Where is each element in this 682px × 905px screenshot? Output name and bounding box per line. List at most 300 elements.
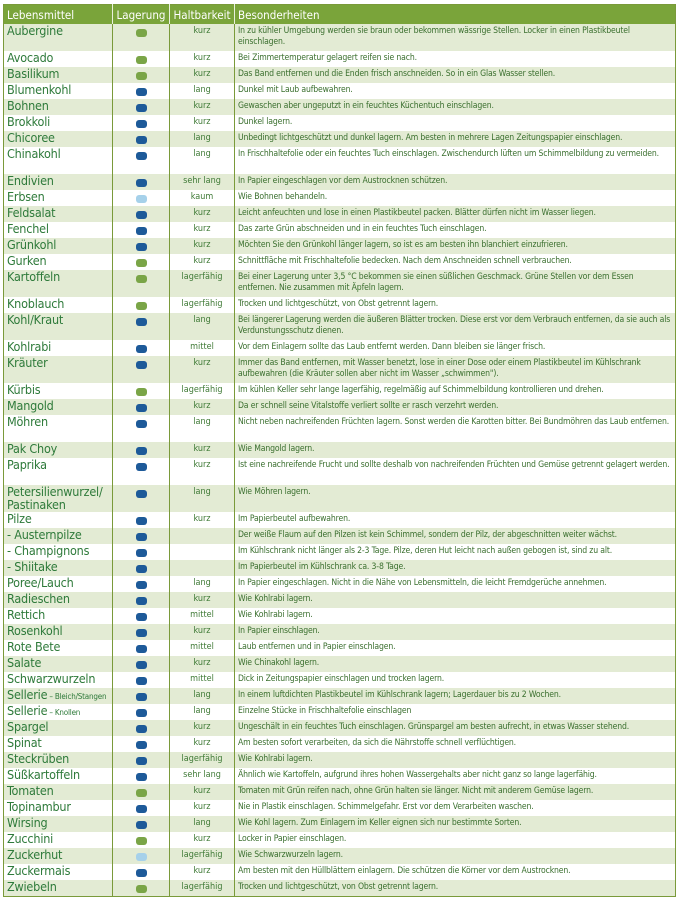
table-row [4, 800, 676, 816]
blue-storage-dot-icon [136, 227, 147, 235]
food-name [4, 51, 113, 67]
shelf-life: lang [170, 131, 235, 147]
storage-note: Wie Mangold lagern. [235, 442, 676, 458]
storage-cell [113, 174, 170, 190]
table-row [4, 485, 676, 512]
storage-cell [113, 131, 170, 147]
blue-storage-dot-icon [136, 533, 147, 541]
shelf-life: kurz [170, 51, 235, 67]
storage-cell [113, 640, 170, 656]
table-row [4, 67, 676, 83]
shelf-life: kurz [170, 399, 235, 415]
storage-cell [113, 254, 170, 270]
shelf-life: lagerfähig [170, 752, 235, 768]
food-name-text: Pak Choy [7, 441, 58, 456]
table-header-row [4, 5, 676, 25]
storage-note: Laub entfernen und in Papier einschlagen. [235, 640, 676, 656]
table-row [4, 83, 676, 99]
table-row [4, 688, 676, 704]
food-name-text: Topinambur [7, 799, 71, 814]
food-name [4, 174, 113, 190]
blue-storage-dot-icon [136, 120, 147, 128]
storage-cell [113, 442, 170, 458]
food-name-text: Spargel [7, 719, 49, 734]
blue-storage-dot-icon [136, 757, 147, 765]
shelf-life: kurz [170, 624, 235, 640]
storage-cell [113, 672, 170, 688]
food-name-text: Chinakohl [7, 146, 61, 161]
food-name-text: Spinat [7, 735, 42, 750]
food-name-text: Schwarzwurzeln [7, 671, 96, 686]
shelf-life: sehr lang [170, 768, 235, 784]
shelf-life: kurz [170, 736, 235, 752]
blue-storage-dot-icon [136, 361, 147, 369]
storage-cell [113, 528, 170, 544]
shelf-life: lagerfähig [170, 848, 235, 864]
blue-storage-dot-icon [136, 597, 147, 605]
shelf-life: kurz [170, 832, 235, 848]
food-name-text: Knoblauch [7, 296, 65, 311]
storage-cell [113, 608, 170, 624]
food-name-text: - Shiitake [7, 559, 58, 574]
shelf-life: kurz [170, 800, 235, 816]
storage-note: In zu kühler Umgebung werden sie braun oder bekommen wässrige Stellen. Locker in einen Plastikbeutel einschlagen. [235, 24, 676, 51]
storage-cell [113, 83, 170, 99]
storage-cell [113, 848, 170, 864]
shelf-life: mittel [170, 640, 235, 656]
blue-storage-dot-icon [136, 645, 147, 653]
food-name-text: Rosenkohl [7, 623, 63, 638]
food-name [4, 576, 113, 592]
food-name [4, 442, 113, 458]
table-row [4, 238, 676, 254]
shelf-life: kurz [170, 222, 235, 238]
food-name-text: Kartoffeln [7, 269, 61, 284]
food-name [4, 672, 113, 688]
storage-cell [113, 313, 170, 340]
storage-note: Nicht neben nachreifenden Früchten lagern. Sonst werden die Karotten bitter. Bei Bundmöhren das Laub entfernen. [235, 415, 676, 442]
blue-storage-dot-icon [136, 179, 147, 187]
food-name [4, 270, 113, 297]
shelf-life: kurz [170, 238, 235, 254]
table-row [4, 816, 676, 832]
food-name [4, 24, 113, 51]
food-name [4, 608, 113, 624]
table-row [4, 174, 676, 190]
storage-cell [113, 190, 170, 206]
storage-cell [113, 864, 170, 880]
storage-note: Wie Kohlrabi lagern. [235, 752, 676, 768]
food-name-text: Basilikum [7, 66, 60, 81]
storage-note: Wie Chinakohl lagern. [235, 656, 676, 672]
food-name [4, 147, 113, 174]
shelf-life [170, 560, 235, 576]
food-name [4, 83, 113, 99]
table-row [4, 131, 676, 147]
shelf-life: lang [170, 313, 235, 340]
shelf-life: kaum [170, 190, 235, 206]
food-name [4, 340, 113, 356]
shelf-life: kurz [170, 864, 235, 880]
table-row [4, 784, 676, 800]
shelf-life: lang [170, 147, 235, 174]
storage-cell [113, 297, 170, 313]
green-storage-dot-icon [136, 885, 147, 893]
storage-cell [113, 816, 170, 832]
food-name-text: Mangold [7, 398, 54, 413]
food-name-text: Kohlrabi [7, 339, 52, 354]
storage-cell [113, 51, 170, 67]
blue-storage-dot-icon [136, 447, 147, 455]
blue-storage-dot-icon [136, 629, 147, 637]
food-name [4, 399, 113, 415]
food-name-text: Steckrüben [7, 751, 70, 766]
storage-note: In einem luftdichten Plastikbeutel im Kühlschrank lagern; Lagerdauer bis zu 2 Wochen. [235, 688, 676, 704]
storage-note: Immer das Band entfernen, mit Wasser benetzt, lose in einer Dose oder einem Plastikbeutel im Kühlschrank aufbewahren (die Kräuter sollen aber nicht im Wasser „schwimmen"). [235, 356, 676, 383]
shelf-life: kurz [170, 24, 235, 51]
table-row [4, 704, 676, 720]
storage-note: Ist eine nachreifende Frucht und sollte deshalb von nachreifenden Früchten und Gemüse getrennt gelagert werden. [235, 458, 676, 485]
shelf-life: kurz [170, 254, 235, 270]
table-body [4, 24, 676, 896]
food-name-text: Endivien [7, 173, 54, 188]
shelf-life: lang [170, 485, 235, 512]
shelf-life: kurz [170, 784, 235, 800]
food-name [4, 415, 113, 442]
food-variant: – Knollen [47, 708, 81, 717]
green-storage-dot-icon [136, 275, 147, 283]
storage-cell [113, 512, 170, 528]
table-row [4, 458, 676, 485]
lightblue-storage-dot-icon [136, 853, 147, 861]
blue-storage-dot-icon [136, 565, 147, 573]
blue-storage-dot-icon [136, 463, 147, 471]
shelf-life: mittel [170, 672, 235, 688]
blue-storage-dot-icon [136, 773, 147, 781]
storage-note: Ungeschält in ein feuchtes Tuch einschlagen. Grünspargel am besten aufrecht, in etwas Wasser stehend. [235, 720, 676, 736]
storage-note: Dick in Zeitungspapier einschlagen und trocken lagern. [235, 672, 676, 688]
shelf-life: lagerfähig [170, 383, 235, 399]
shelf-life: mittel [170, 340, 235, 356]
shelf-life: lagerfähig [170, 880, 235, 896]
blue-storage-dot-icon [136, 345, 147, 353]
storage-cell [113, 880, 170, 896]
header-storage: Lagerung [113, 5, 170, 25]
food-name-text: Feldsalat [7, 205, 56, 220]
storage-cell [113, 24, 170, 51]
food-name-text: Süßkartoffeln [7, 767, 80, 782]
table-row [4, 340, 676, 356]
header-notes: Besonderheiten [235, 5, 676, 25]
storage-note: Wie Schwarzwurzeln lagern. [235, 848, 676, 864]
storage-note: Bei Zimmertemperatur gelagert reifen sie nach. [235, 51, 676, 67]
storage-cell [113, 576, 170, 592]
storage-note: In Papier eingeschlagen. Nicht in die Nähe von Lebensmitteln, die leicht Fremdgerüche annehmen. [235, 576, 676, 592]
storage-note: Unbedingt lichtgeschützt und dunkel lagern. Am besten in mehrere Lagen Zeitungspapier einschlagen. [235, 131, 676, 147]
food-name [4, 313, 113, 340]
storage-note: Der weiße Flaum auf den Pilzen ist kein Schimmel, sondern der Pilz, der abgeschnitten weiter wächst. [235, 528, 676, 544]
header-food: Lebensmittel [4, 5, 113, 25]
storage-note: Nie in Plastik einschlagen. Schimmelgefahr. Erst vor dem Verarbeiten waschen. [235, 800, 676, 816]
food-name-text: Tomaten [7, 783, 54, 798]
table-row [4, 848, 676, 864]
shelf-life: kurz [170, 99, 235, 115]
table-row [4, 99, 676, 115]
table-row [4, 576, 676, 592]
food-name-text: Zuckerhut [7, 847, 63, 862]
storage-cell [113, 544, 170, 560]
shelf-life: kurz [170, 592, 235, 608]
storage-cell [113, 768, 170, 784]
blue-storage-dot-icon [136, 152, 147, 160]
food-name [4, 115, 113, 131]
storage-cell [113, 736, 170, 752]
blue-storage-dot-icon [136, 136, 147, 144]
food-name-text: Brokkoli [7, 114, 51, 129]
food-name [4, 624, 113, 640]
storage-note: Im kühlen Keller sehr lange lagerfähig, regelmäßig auf Schimmelbildung kontrollieren und drehen. [235, 383, 676, 399]
storage-cell [113, 832, 170, 848]
table-row [4, 768, 676, 784]
storage-note: Am besten sofort verarbeiten, da sich die Nährstoffe schnell verflüchtigen. [235, 736, 676, 752]
food-name-text: Rote Bete [7, 639, 61, 654]
storage-note: Vor dem Einlagern sollte das Laub entfernt werden. Dann bleiben sie länger frisch. [235, 340, 676, 356]
food-name-text: Sellerie [7, 703, 48, 718]
shelf-life: lang [170, 415, 235, 442]
blue-storage-dot-icon [136, 613, 147, 621]
food-name [4, 816, 113, 832]
table-row [4, 832, 676, 848]
storage-cell [113, 399, 170, 415]
food-name-text: Grünkohl [7, 237, 57, 252]
storage-note: Im Papierbeutel aufbewahren. [235, 512, 676, 528]
green-storage-dot-icon [136, 56, 147, 64]
food-name-text: - Champignons [7, 543, 90, 558]
table-row [4, 356, 676, 383]
storage-cell [113, 592, 170, 608]
table-row [4, 206, 676, 222]
storage-note: Im Kühlschrank nicht länger als 2-3 Tage. Pilze, deren Hut leicht nach außen gebogen ist, sind zu alt. [235, 544, 676, 560]
storage-note: Wie Kohlrabi lagern. [235, 608, 676, 624]
food-name [4, 512, 113, 528]
table-row [4, 624, 676, 640]
storage-cell [113, 624, 170, 640]
table-row [4, 147, 676, 174]
table-row [4, 880, 676, 896]
table-row [4, 560, 676, 576]
food-name [4, 297, 113, 313]
storage-note: In Papier eingeschlagen vor dem Austrocknen schützen. [235, 174, 676, 190]
food-name [4, 704, 113, 720]
food-name [4, 356, 113, 383]
shelf-life: kurz [170, 512, 235, 528]
blue-storage-dot-icon [136, 517, 147, 525]
green-storage-dot-icon [136, 302, 147, 310]
table-row [4, 672, 676, 688]
food-name [4, 592, 113, 608]
storage-cell [113, 147, 170, 174]
blue-storage-dot-icon [136, 318, 147, 326]
food-name [4, 544, 113, 560]
food-name-text: Salate [7, 655, 42, 670]
storage-cell [113, 560, 170, 576]
blue-storage-dot-icon [136, 549, 147, 557]
food-name-text: Petersilienwurzel/ Pastinaken [7, 484, 103, 512]
food-name-text: Paprika [7, 457, 47, 472]
table-row [4, 544, 676, 560]
food-name-text: Kräuter [7, 355, 48, 370]
blue-storage-dot-icon [136, 805, 147, 813]
storage-note: Schnittfläche mit Frischhaltefolie bedecken. Nach dem Anschneiden schnell verbrauchen. [235, 254, 676, 270]
storage-cell [113, 688, 170, 704]
food-name-text: Bohnen [7, 98, 49, 113]
food-name-text: Kürbis [7, 382, 41, 397]
food-name [4, 222, 113, 238]
green-storage-dot-icon [136, 789, 147, 797]
food-name [4, 206, 113, 222]
blue-storage-dot-icon [136, 404, 147, 412]
shelf-life: lang [170, 83, 235, 99]
blue-storage-dot-icon [136, 581, 147, 589]
blue-storage-dot-icon [136, 490, 147, 498]
storage-note: Trocken und lichtgeschützt, von Obst getrennt lagern. [235, 880, 676, 896]
storage-cell [113, 720, 170, 736]
storage-note: Locker in Papier einschlagen. [235, 832, 676, 848]
storage-cell [113, 238, 170, 254]
storage-cell [113, 485, 170, 512]
storage-note: Leicht anfeuchten und lose in einen Plastikbeutel packen. Blätter dürfen nicht im Wasser liegen. [235, 206, 676, 222]
table-row [4, 592, 676, 608]
green-storage-dot-icon [136, 259, 147, 267]
food-name [4, 485, 113, 512]
storage-cell [113, 99, 170, 115]
food-name-text: Gurken [7, 253, 47, 268]
storage-note: Das Band entfernen und die Enden frisch anschneiden. So in ein Glas Wasser stellen. [235, 67, 676, 83]
food-name [4, 880, 113, 896]
food-name [4, 656, 113, 672]
storage-cell [113, 800, 170, 816]
shelf-life: sehr lang [170, 174, 235, 190]
food-name [4, 67, 113, 83]
shelf-life: lang [170, 688, 235, 704]
shelf-life: kurz [170, 656, 235, 672]
lightblue-storage-dot-icon [136, 195, 147, 203]
blue-storage-dot-icon [136, 821, 147, 829]
table-row [4, 24, 676, 51]
storage-note: Wie Möhren lagern. [235, 485, 676, 512]
blue-storage-dot-icon [136, 709, 147, 717]
table-row [4, 297, 676, 313]
food-name [4, 640, 113, 656]
storage-note: Am besten mit den Hüllblättern einlagern. Die schützen die Körner vor dem Austrocknen. [235, 864, 676, 880]
food-name-text: - Austernpilze [7, 527, 82, 542]
storage-cell [113, 784, 170, 800]
blue-storage-dot-icon [136, 693, 147, 701]
food-name [4, 720, 113, 736]
food-name [4, 848, 113, 864]
shelf-life: kurz [170, 720, 235, 736]
food-name-text: Zuckermais [7, 863, 71, 878]
table-row [4, 752, 676, 768]
storage-cell [113, 67, 170, 83]
food-name-text: Zwiebeln [7, 879, 57, 894]
food-name [4, 131, 113, 147]
food-name [4, 768, 113, 784]
food-name [4, 190, 113, 206]
food-name-text: Avocado [7, 50, 54, 65]
storage-note: Wie Kohlrabi lagern. [235, 592, 676, 608]
shelf-life [170, 528, 235, 544]
storage-cell [113, 458, 170, 485]
storage-note: Einzelne Stücke in Frischhaltefolie einschlagen [235, 704, 676, 720]
table-row [4, 720, 676, 736]
storage-note: Wie Kohl lagern. Zum Einlagern im Keller eignen sich nur bestimmte Sorten. [235, 816, 676, 832]
table-row [4, 51, 676, 67]
storage-note: Trocken und lichtgeschützt, von Obst getrennt lagern. [235, 297, 676, 313]
food-name-text: Erbsen [7, 189, 45, 204]
table-row [4, 864, 676, 880]
food-name [4, 528, 113, 544]
food-name [4, 99, 113, 115]
storage-note: Dunkel lagern. [235, 115, 676, 131]
blue-storage-dot-icon [136, 869, 147, 877]
blue-storage-dot-icon [136, 104, 147, 112]
blue-storage-dot-icon [136, 741, 147, 749]
storage-cell [113, 270, 170, 297]
food-name [4, 800, 113, 816]
shelf-life: lang [170, 704, 235, 720]
blue-storage-dot-icon [136, 661, 147, 669]
storage-table [3, 4, 676, 897]
food-name-text: Sellerie [7, 687, 48, 702]
storage-note: Wie Bohnen behandeln. [235, 190, 676, 206]
table-row [4, 399, 676, 415]
storage-cell [113, 383, 170, 399]
shelf-life: kurz [170, 356, 235, 383]
green-storage-dot-icon [136, 388, 147, 396]
storage-cell [113, 115, 170, 131]
food-name-text: Aubergine [7, 23, 63, 38]
storage-note: Bei einer Lagerung unter 3,5 °C bekommen sie einen süßlichen Geschmack. Grüne Stellen vor dem Essen entfernen. Nie zusammen mit Äpfeln lagern. [235, 270, 676, 297]
storage-cell [113, 415, 170, 442]
food-name [4, 864, 113, 880]
shelf-life: mittel [170, 608, 235, 624]
table-row [4, 512, 676, 528]
food-variant: – Bleich/Stangen [47, 692, 107, 701]
food-name [4, 832, 113, 848]
blue-storage-dot-icon [136, 420, 147, 428]
food-name [4, 458, 113, 485]
food-name [4, 254, 113, 270]
food-name-text: Fenchel [7, 221, 49, 236]
blue-storage-dot-icon [136, 677, 147, 685]
storage-cell [113, 356, 170, 383]
food-name-text: Wirsing [7, 815, 48, 830]
green-storage-dot-icon [136, 72, 147, 80]
food-name [4, 752, 113, 768]
storage-note: Möchten Sie den Grünkohl länger lagern, so ist es am besten ihn blanchiert einzufrieren. [235, 238, 676, 254]
blue-storage-dot-icon [136, 725, 147, 733]
food-name-text: Pilze [7, 511, 32, 526]
storage-note: Tomaten mit Grün reifen nach, ohne Grün halten sie länger. Nicht mit anderem Gemüse lagern. [235, 784, 676, 800]
green-storage-dot-icon [136, 837, 147, 845]
green-storage-dot-icon [136, 29, 147, 37]
food-name-text: Rettich [7, 607, 46, 622]
storage-note: Das zarte Grün abschneiden und in ein feuchtes Tuch einschlagen. [235, 222, 676, 238]
food-name [4, 784, 113, 800]
storage-note: In Papier einschlagen. [235, 624, 676, 640]
food-name [4, 688, 113, 704]
